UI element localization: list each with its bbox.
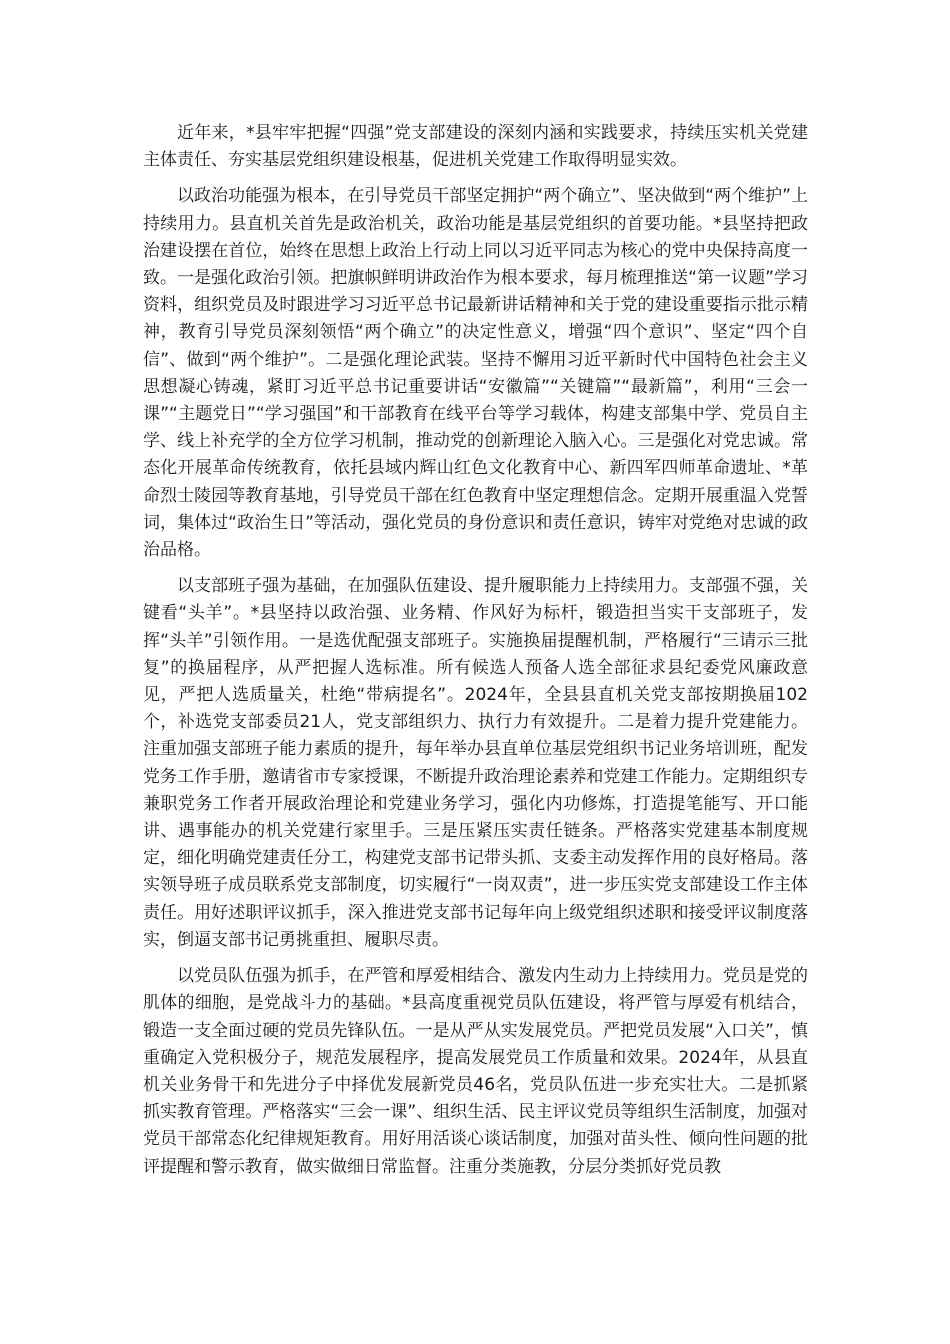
party-member-team-paragraph: 以党员队伍强为抓手，在严管和厚爱相结合、激发内生动力上持续用力。党员是党的肌体的细胞，是党战斗力的基础。*县高度重视党员队伍建设，将严管与厚爱有机结合，锻造一支全面过硬的党员先锋队伍。一是从严从实发展党员。严把党员发展“入口关”，慎重确定入党积极分子，规范发展程序，提高发展党员工作质量和效果。2024年，从县直机关业务骨干和先进分子中择优发展新党员46名，党员队伍进一步充实壮大。二是抓紧抓实教育管理。严格落实“三会一课”、组织生活、民主评议党员等组织生活制度，加强对党员干部常态化纪律规矩教育。用好用活谈心谈话制度，加强对苗头性、倾向性问题的批评提醒和警示教育，做实做细日常监督。注重分类施教，分层分类抓好党员教 [143,966,808,1177]
intro-paragraph: 近年来，*县牢牢把握“四强”党支部建设的深刻内涵和实践要求，持续压实机关党建主体责任、夯实基层党组织建设根基，促进机关党建工作取得明显实效。 [143,123,808,171]
political-function-paragraph: 以政治功能强为根本，在引导党员干部坚定拥护“两个确立”、坚决做到“两个维护”上持续用力。县直机关首先是政治机关，政治功能是基层党组织的首要功能。*县坚持把政治建设摆在首位，始终在思想上政治上行动上同以习近平同志为核心的党中央保持高度一致。一是强化政治引领。把旗帜鲜明讲政治作为根本要求，每月梳理推送“第一议题”学习资料，组织党员及时跟进学习习近平总书记最新讲话精神和关于党的建设重要指示批示精神，教育引导党员深刻领悟“两个确立”的决定性意义，增强“四个意识”、坚定“四个自信”、做到“两个维护”。二是强化理论武装。坚持不懈用习近平新时代中国特色社会主义思想凝心铸魂，紧盯习近平总书记重要讲话“安徽篇”“关键篇”“最新篇”，利用“三会一课”“主题党日”“学习强国”和干部教育在线平台等学习载体，构建支部集中学、党员自主学、线上补充学的全方位学习机制，推动党的创新理论入脑入心。三是强化对党忠诚。常态化开展革命传统教育，依托县域内辉山红色文化教育中心、新四军四师革命遗址、*革命烈士陵园等教育基地，引导党员干部在红色教育中坚定理想信念。定期开展重温入党誓词，集体过“政治生日”等活动，强化党员的身份意识和责任意识，铸牢对党绝对忠诚的政治品格。 [143,186,808,561]
document-body [143,120,808,1190]
branch-leadership-paragraph: 以支部班子强为基础，在加强队伍建设、提升履职能力上持续用力。支部强不强，关键看“头羊”。*县坚持以政治强、业务精、作风好为标杆，锻造担当实干支部班子，发挥“头羊”引领作用。一是选优配强支部班子。实施换届提醒机制，严格履行“三请示三批复”的换届程序，从严把握人选标准。所有候选人预备人选全部征求县纪委党风廉政意见，严把人选质量关，杜绝“带病提名”。2024年，全县县直机关党支部按期换届102个，补选党支部委员21人，党支部组织力、执行力有效提升。二是着力提升党建能力。注重加强支部班子能力素质的提升，每年举办县直单位基层党组织书记业务培训班，配发党务工作手册，邀请省市专家授课，不断提升政治理论素养和党建工作能力。定期组织专兼职党务工作者开展政治理论和党建业务学习，强化内功修炼，打造提笔能写、开口能讲、遇事能办的机关党建行家里手。三是压紧压实责任链条。严格落实党建基本制度规定，细化明确党建责任分工，构建党支部书记带头抓、支委主动发挥作用的良好格局。落实领导班子成员联系党支部制度，切实履行“一岗双责”，进一步压实党支部建设工作主体责任。用好述职评议抓手，深入推进党支部书记每年向上级党组织述职和接受评议制度落实，倒逼支部书记勇挑重担、履职尽责。 [143,576,808,950]
